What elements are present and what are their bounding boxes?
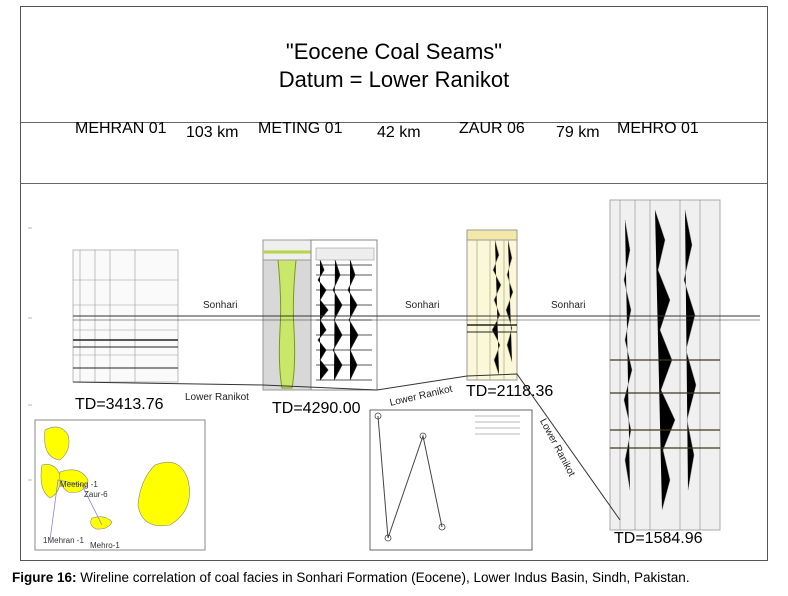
log-zaur <box>467 230 517 380</box>
well-name-mehro: MEHRO 01 <box>617 120 699 137</box>
map-label-meting: Meeting -1 <box>60 480 98 489</box>
distance-2: 42 km <box>377 124 421 141</box>
td-mehran: TD=3413.76 <box>75 396 164 413</box>
well-name-mehran: MEHRAN 01 <box>75 120 167 137</box>
td-mehro: TD=1584.96 <box>614 530 703 547</box>
correlation-artwork <box>20 180 768 558</box>
sonhari-label-1: Sonhari <box>203 300 238 311</box>
lower-ranikot-label-1: Lower Ranikot <box>185 392 249 403</box>
caption-label: Figure 16: <box>12 570 77 585</box>
sonhari-label-3: Sonhari <box>551 300 586 311</box>
lower-ranikot-label-2: Lower Ranikot <box>388 383 454 409</box>
well-name-meting: METING 01 <box>258 120 343 137</box>
map-label-mehran: 1Mehran -1 <box>43 536 84 545</box>
td-meting: TD=4290.00 <box>272 400 361 417</box>
sonhari-label-2: Sonhari <box>405 300 440 311</box>
figure-caption <box>12 570 690 585</box>
distance-3: 79 km <box>556 124 600 141</box>
log-mehro <box>610 200 720 530</box>
lower-ranikot-label-3: Lower Ranikot <box>537 416 577 479</box>
trajectory-inset <box>370 410 532 550</box>
td-zaur: TD=2118.36 <box>466 383 554 400</box>
figure-title-line2: Datum = Lower Ranikot <box>278 67 510 92</box>
map-label-mehro: Mehro-1 <box>90 541 120 550</box>
figure-title-line1: "Eocene Coal Seams" <box>285 39 503 64</box>
well-name-zaur: ZAUR 06 <box>459 120 525 137</box>
log-meting <box>263 240 377 390</box>
map-label-zaur: Zaur-6 <box>84 490 108 499</box>
distance-1: 103 km <box>186 124 239 141</box>
caption-text: Wireline correlation of coal facies in Sonhari Formation (Eocene), Lower Indus Basin, Sindh, Pakistan. <box>76 570 690 585</box>
